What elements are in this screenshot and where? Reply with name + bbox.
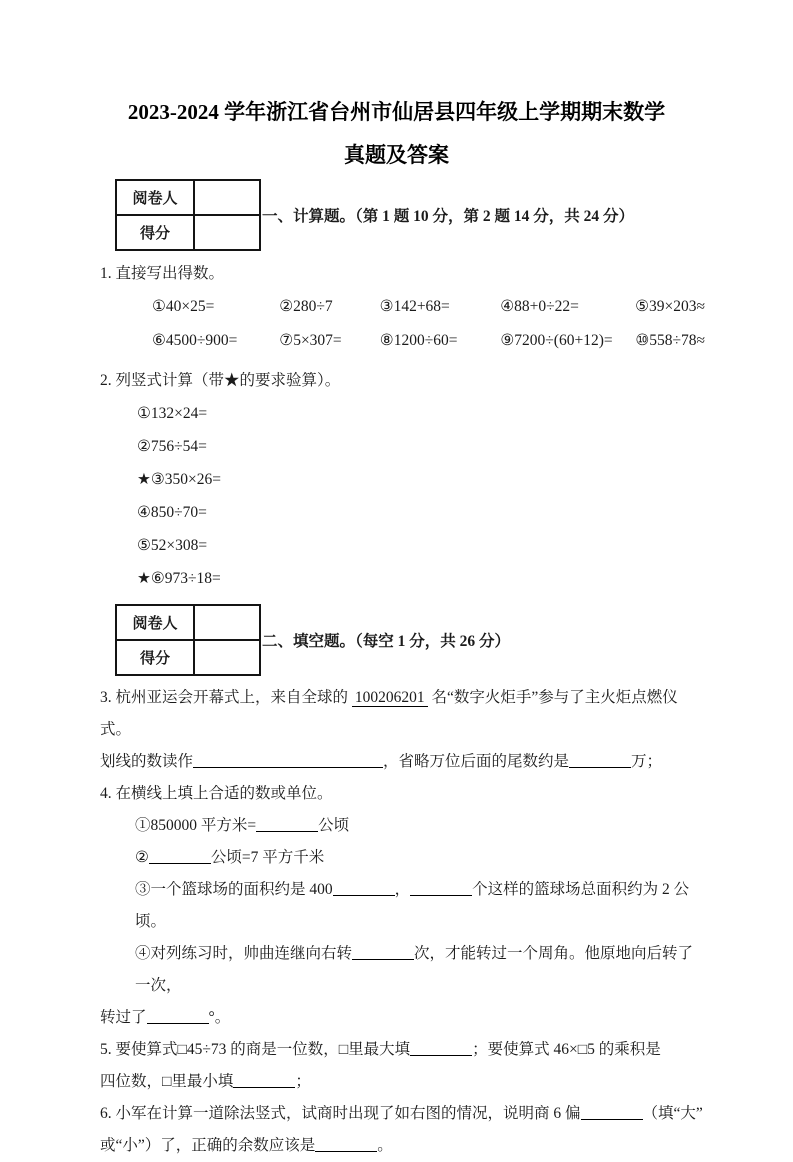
answer-blank xyxy=(410,1040,472,1056)
q1-item-2: ②280÷7 xyxy=(279,298,333,315)
score-input-cell xyxy=(194,640,260,675)
q6-text-b: （填“大” xyxy=(642,1105,703,1122)
answer-blank xyxy=(352,944,414,960)
q2-item-1: ①132×24= xyxy=(137,405,208,422)
answer-blank xyxy=(256,816,318,832)
answer-blank xyxy=(569,752,631,768)
q1-row1 xyxy=(152,290,705,324)
q4-i4-text-c: 转过了 xyxy=(100,1009,147,1026)
answer-blank xyxy=(333,880,395,896)
q1-item-9: ⑨7200÷(60+12)= xyxy=(500,332,613,349)
q2-item-6: ★⑥973÷18= xyxy=(137,570,221,587)
q3-underlined-number: 100206201 xyxy=(352,689,428,707)
q3-text-b: ，省略万位后面的尾数约是 xyxy=(383,753,570,770)
q4-i1-text-b: 公顷 xyxy=(318,817,350,834)
q6-text-c: 或“小”）了，正确的余数应该是 xyxy=(100,1137,316,1154)
q5-line1 xyxy=(100,1034,705,1066)
q5-text-a: 5. 要使算式□45÷73 的商是一位数，□里最大填 xyxy=(100,1041,411,1058)
answer-blank xyxy=(410,880,472,896)
section1-header xyxy=(115,179,705,251)
reviewer-label: 阅卷人 xyxy=(116,180,194,215)
q4-item-3 xyxy=(135,874,705,938)
answer-blank xyxy=(581,1104,643,1120)
q4-i3-text-b: ， xyxy=(394,881,411,898)
q4-i2-text-a: ② xyxy=(135,849,149,866)
q4-i3-text-c: 个这样的篮球场总面积约为 2 公顷。 xyxy=(135,881,690,930)
q5-text-c: 四位数，□里最小填 xyxy=(100,1073,234,1090)
q1-item-3: ③142+68= xyxy=(379,298,450,315)
score-label: 得分 xyxy=(116,215,194,250)
q4-item-2 xyxy=(135,842,705,874)
q1-item-7: ⑦5×307= xyxy=(279,332,342,349)
q6-text-d: 。 xyxy=(377,1137,393,1154)
q5-text-d: ； xyxy=(295,1073,311,1090)
answer-blank xyxy=(147,1008,209,1024)
q1-stem: 1. 直接写出得数。 xyxy=(100,265,225,282)
q3-line2 xyxy=(100,746,705,778)
q1-item-5: ⑤39×203≈ xyxy=(635,298,705,315)
score-table-1 xyxy=(115,179,261,251)
q4-i1-text-a: ①850000 平方米= xyxy=(135,817,257,834)
q1-item-6: ⑥4500÷900= xyxy=(152,332,238,349)
section1-heading: 一、计算题。（第 1 题 10 分，第 2 题 14 分，共 24 分） xyxy=(262,208,635,225)
q2-item-3: ★③350×26= xyxy=(137,471,222,488)
q4-i2-text-b: 公顷=7 平方千米 xyxy=(210,849,325,866)
q4-stem: 4. 在横线上填上合适的数或单位。 xyxy=(100,785,333,802)
answer-blank xyxy=(233,1072,295,1088)
title-line1: 2023-2024 学年浙江省台州市仙居县四年级上学期期末数学 xyxy=(127,100,666,124)
q2-stem: 2. 列竖式计算（带★的要求验算）。 xyxy=(100,372,341,389)
score-table-2 xyxy=(115,604,261,676)
q4-i4-text-b: 次，才能转过一个周角。他原地向后转了一次， xyxy=(135,945,694,994)
answer-blank xyxy=(315,1136,377,1152)
answer-blank xyxy=(193,752,383,768)
q2-item-4: ④850÷70= xyxy=(137,504,207,521)
q4-i4-text-a: ④对列练习时，帅曲连继向右转 xyxy=(135,945,353,962)
q3-text-suffix: 名“数字火炬手”参与了主火炬点燃仪式。 xyxy=(100,689,678,738)
q6-line1 xyxy=(100,1098,705,1130)
q6-line2 xyxy=(100,1130,705,1162)
page-content xyxy=(0,179,793,1162)
section2-heading: 二、填空题。（每空 1 分，共 26 分） xyxy=(262,633,511,650)
q6-text-a: 6. 小军在计算一道除法竖式，试商时出现了如右图的情况，说明商 6 偏 xyxy=(100,1105,581,1122)
q3-text-c: 万； xyxy=(631,753,663,770)
q1-row2 xyxy=(152,324,705,358)
q2-item-5: ⑤52×308= xyxy=(137,537,208,554)
section2-header xyxy=(115,604,705,676)
q1-item-10: ⑩558÷78≈ xyxy=(635,332,706,349)
q3-text-prefix: 3. 杭州亚运会开幕式上，来自全球的 xyxy=(100,689,352,706)
score-input-cell xyxy=(194,215,260,250)
reviewer-label: 阅卷人 xyxy=(116,605,194,640)
answer-blank xyxy=(149,848,211,864)
page-title xyxy=(0,0,793,170)
title-line2: 真题及答案 xyxy=(344,143,449,167)
q3-text-a: 划线的数读作 xyxy=(100,753,194,770)
score-label: 得分 xyxy=(116,640,194,675)
reviewer-input-cell xyxy=(194,180,260,215)
q4-item-4-line1 xyxy=(135,938,705,1002)
q5-text-b: ；要使算式 46×□5 的乘积是 xyxy=(472,1041,661,1058)
q1-item-4: ④88+0÷22= xyxy=(500,298,579,315)
q4-item-1 xyxy=(135,810,705,842)
q1-item-1: ①40×25= xyxy=(152,298,215,315)
q4-i4-text-d: °。 xyxy=(208,1009,231,1026)
reviewer-input-cell xyxy=(194,605,260,640)
q4-i3-text-a: ③一个篮球场的面积约是 400 xyxy=(135,881,333,898)
q4-item-4-line2 xyxy=(100,1002,705,1034)
q5-line2 xyxy=(100,1066,705,1098)
q1-item-8: ⑧1200÷60= xyxy=(379,332,458,349)
q2-item-2: ②756÷54= xyxy=(137,438,207,455)
q3-line1 xyxy=(100,682,705,746)
